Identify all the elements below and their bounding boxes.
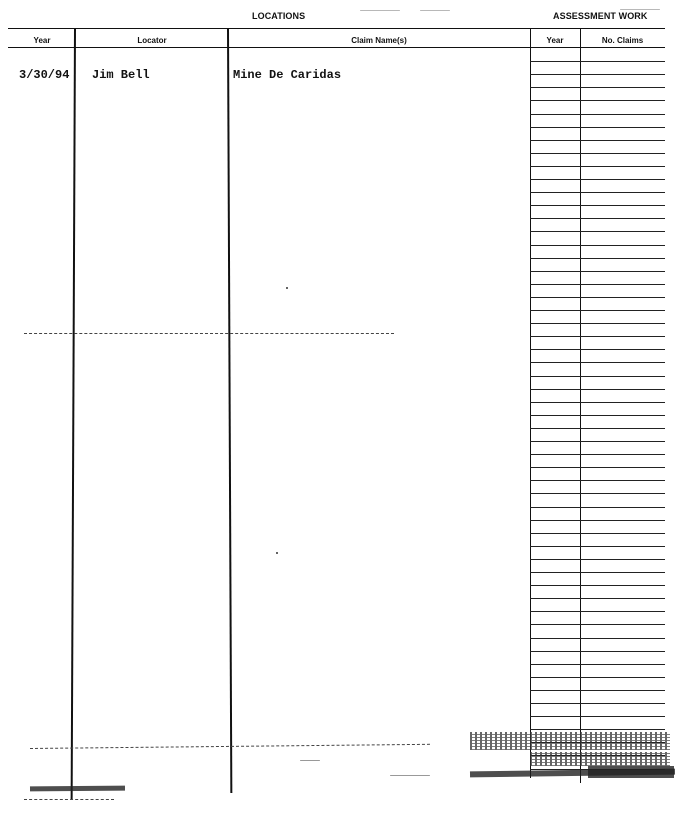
assessment-row-rule	[530, 376, 665, 377]
assessment-row-rule	[530, 271, 665, 272]
bottom-left-dash	[24, 799, 114, 800]
assessment-row-rule	[530, 87, 665, 88]
assessment-row-rule	[530, 533, 665, 534]
assessment-row-rule	[530, 454, 665, 455]
assessment-row-rule	[530, 493, 665, 494]
speck	[300, 760, 320, 761]
divider-locator-claims	[227, 28, 232, 793]
assessment-work-heading: ASSESSMENT WORK	[553, 11, 648, 21]
assessment-row-rule	[530, 572, 665, 573]
assessment-row-rule	[530, 638, 665, 639]
assessment-row-rule	[530, 651, 665, 652]
assessment-row-rule	[530, 114, 665, 115]
assessment-row-rule	[530, 441, 665, 442]
scan-noise-middle	[530, 752, 670, 766]
assessment-row-rule	[530, 415, 665, 416]
assessment-row-rule	[530, 520, 665, 521]
assessment-row-rule	[530, 297, 665, 298]
assessment-row-rule	[530, 716, 665, 717]
speck	[276, 552, 278, 554]
assessment-row-rule	[530, 61, 665, 62]
entry-year: 3/30/94	[19, 68, 70, 82]
faint-dashed-line	[24, 333, 394, 334]
assessment-row-rule	[530, 349, 665, 350]
assessment-row-rule	[530, 402, 665, 403]
assessment-row-rule	[530, 611, 665, 612]
assessment-row-rule	[530, 664, 665, 665]
assessment-row-rule	[530, 284, 665, 285]
scan-smudge-block	[588, 766, 674, 778]
assessment-row-rule	[530, 153, 665, 154]
scan-noise-top	[470, 732, 670, 750]
assessment-row-rule	[530, 127, 665, 128]
col-assess-year-heading: Year	[546, 36, 564, 45]
assessment-row-rule	[530, 310, 665, 311]
speck	[420, 10, 450, 11]
assessment-row-rule	[530, 258, 665, 259]
assessment-row-rule	[530, 336, 665, 337]
speck	[286, 287, 288, 289]
assessment-row-rule	[530, 362, 665, 363]
col-no-claims-heading: No. Claims	[601, 36, 644, 45]
assessment-row-rule	[530, 480, 665, 481]
locations-heading: LOCATIONS	[252, 11, 306, 21]
assessment-row-rule	[530, 245, 665, 246]
col-claim-names-heading: Claim Name(s)	[351, 36, 407, 45]
assessment-row-rule	[530, 703, 665, 704]
assessment-row-rule	[530, 74, 665, 75]
speck	[360, 10, 400, 11]
assessment-row-rule	[530, 140, 665, 141]
col-year-heading: Year	[33, 36, 51, 45]
header-top-rule	[8, 28, 665, 29]
entry-claim-name: Mine De Caridas	[233, 68, 342, 82]
entry-locator: Jim Bell	[92, 68, 150, 82]
assessment-ruled-rows	[530, 48, 665, 768]
assessment-row-rule	[530, 624, 665, 625]
col-locator-heading: Locator	[137, 36, 167, 45]
assessment-row-rule	[530, 690, 665, 691]
assessment-row-rule	[530, 323, 665, 324]
assessment-row-rule	[530, 507, 665, 508]
divider-year-locator	[71, 28, 76, 800]
assessment-row-rule	[530, 179, 665, 180]
assessment-row-rule	[530, 729, 665, 730]
assessment-row-rule	[530, 231, 665, 232]
speck	[390, 775, 430, 776]
assessment-row-rule	[530, 677, 665, 678]
assessment-row-rule	[530, 598, 665, 599]
speck	[620, 9, 660, 10]
assessment-row-rule	[530, 559, 665, 560]
assessment-row-rule	[530, 428, 665, 429]
assessment-row-rule	[530, 205, 665, 206]
scan-smudge-bottom-left	[30, 786, 125, 792]
assessment-row-rule	[530, 166, 665, 167]
assessment-row-rule	[530, 100, 665, 101]
assessment-row-rule	[530, 546, 665, 547]
assessment-row-rule	[530, 585, 665, 586]
assessment-row-rule	[530, 467, 665, 468]
assessment-row-rule	[530, 389, 665, 390]
assessment-row-rule	[530, 192, 665, 193]
assessment-row-rule	[530, 218, 665, 219]
